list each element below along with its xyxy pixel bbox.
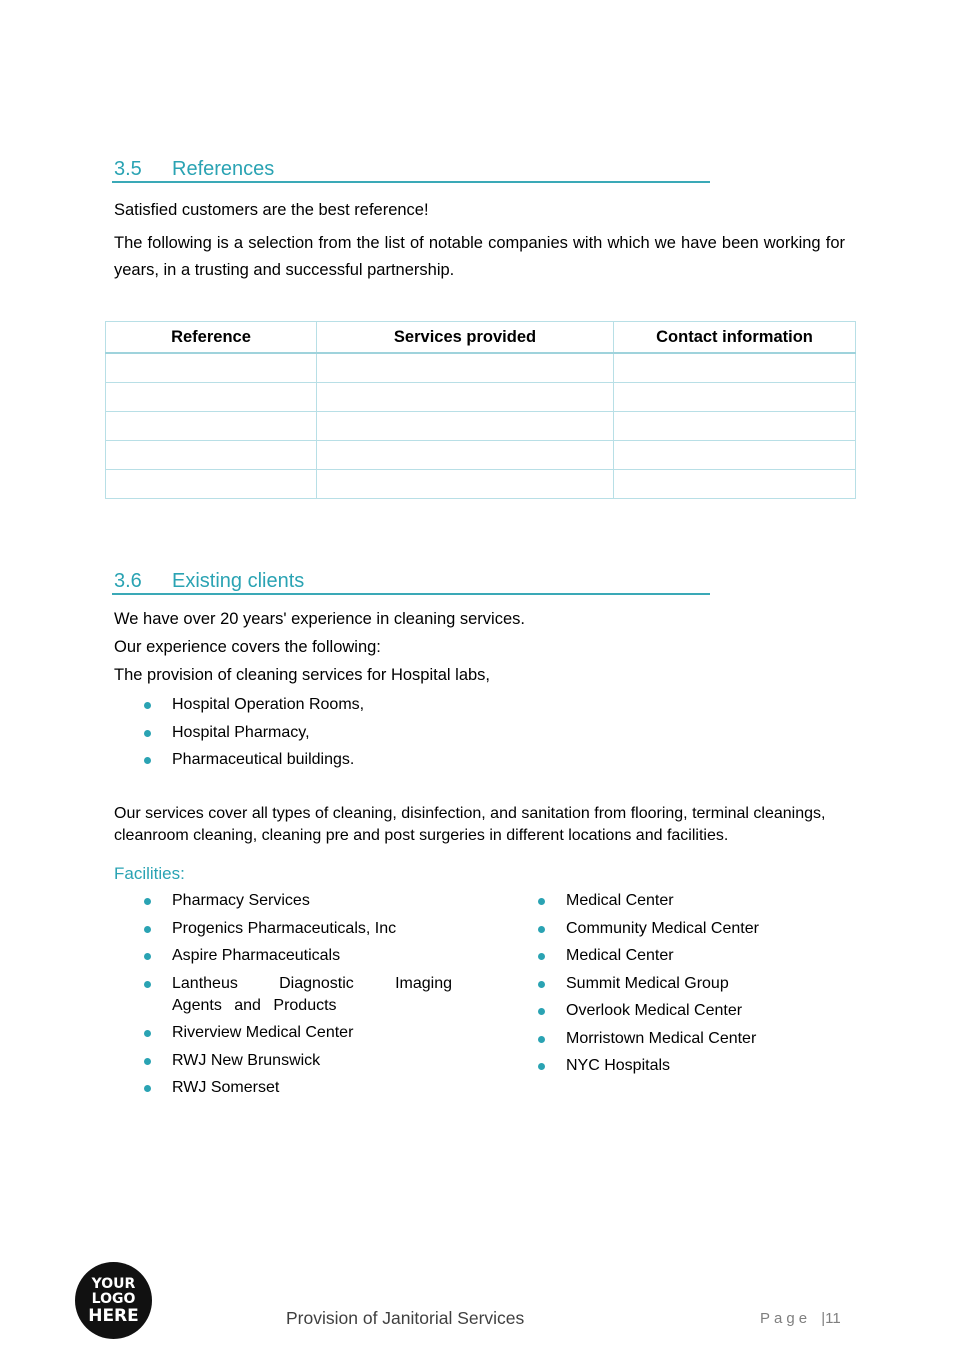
list-item: Pharmacy Services — [114, 890, 452, 912]
references-table — [105, 321, 856, 499]
company-logo — [75, 1262, 152, 1339]
table-cell — [317, 353, 614, 383]
list-item: Community Medical Center — [508, 918, 838, 940]
section-title: Existing clients — [172, 570, 305, 592]
table-cell — [317, 470, 614, 499]
table-cell — [106, 412, 317, 441]
list-item: Medical Center — [508, 945, 838, 967]
page-number: 11 — [825, 1310, 841, 1327]
table-cell — [106, 383, 317, 412]
table-cell — [317, 412, 614, 441]
references-body: The following is a selection from the list of notable companies with which we have been working for years, in a trusting and successful partnership. — [114, 234, 845, 279]
list-item: Overlook Medical Center — [508, 1000, 838, 1022]
logo-text: YOUR — [91, 1275, 136, 1292]
logo-text: LOGO — [91, 1290, 136, 1307]
page-number-label — [760, 1310, 841, 1327]
references-intro: Satisfied customers are the best reference! — [114, 201, 429, 219]
clients-line-1: We have over 20 years' experience in cleaning services. — [114, 610, 525, 628]
list-item: Progenics Pharmaceuticals, Inc — [114, 918, 452, 940]
list-item: Hospital Pharmacy, — [114, 722, 714, 744]
facilities-label: Facilities: — [114, 864, 185, 883]
list-item: Summit Medical Group — [508, 973, 838, 995]
list-item: Aspire Pharmaceuticals — [114, 945, 452, 967]
section-number: 3.5 — [114, 158, 142, 180]
page-label: Page — [760, 1310, 812, 1327]
list-item: Morristown Medical Center — [508, 1028, 838, 1050]
list-item: Lantheus Diagnostic Imaging Agents and Products — [114, 973, 452, 1017]
table-header-row — [106, 322, 856, 354]
list-item: Riverview Medical Center — [114, 1022, 452, 1044]
clients-line-2: Our experience covers the following: — [114, 638, 381, 656]
table-row — [106, 383, 856, 412]
table-cell — [614, 353, 856, 383]
footer-document-title: Provision of Janitorial Services — [286, 1308, 525, 1328]
table-cell — [614, 412, 856, 441]
list-item: Pharmaceutical buildings. — [114, 749, 714, 771]
table-cell — [317, 441, 614, 470]
table-row — [106, 470, 856, 499]
section-number: 3.6 — [114, 570, 142, 592]
table-cell — [317, 383, 614, 412]
table-cell — [106, 470, 317, 499]
table-cell — [614, 441, 856, 470]
list-item: Medical Center — [508, 890, 838, 912]
section-heading-existing-clients — [112, 571, 710, 595]
experience-list — [114, 694, 714, 771]
clients-line-3: The provision of cleaning services for Hospital labs, — [114, 666, 491, 684]
table-row — [106, 441, 856, 470]
table-row — [106, 412, 856, 441]
section-heading-references — [112, 159, 710, 183]
facilities-list-left — [114, 890, 452, 1099]
table-header-services: Services provided — [317, 322, 614, 354]
logo-text: HERE — [88, 1305, 139, 1326]
table-cell — [106, 353, 317, 383]
table-cell — [614, 470, 856, 499]
facilities-list-right — [508, 890, 838, 1077]
list-item: RWJ Somerset — [114, 1077, 452, 1099]
table-header-contact: Contact information — [614, 322, 856, 354]
list-item: NYC Hospitals — [508, 1055, 838, 1077]
table-header-reference: Reference — [106, 322, 317, 354]
list-item: RWJ New Brunswick — [114, 1050, 452, 1072]
services-paragraph: Our services cover all types of cleaning, disinfection, and sanitation from flooring, terminal cleanings, cleanroom cleaning, cleaning pre and post surgeries in different locations and facilities. — [114, 805, 826, 844]
page-separator: | — [821, 1310, 826, 1327]
section-title: References — [172, 158, 275, 180]
table-row — [106, 353, 856, 383]
table-cell — [106, 441, 317, 470]
table-cell — [614, 383, 856, 412]
list-item: Hospital Operation Rooms, — [114, 694, 714, 716]
